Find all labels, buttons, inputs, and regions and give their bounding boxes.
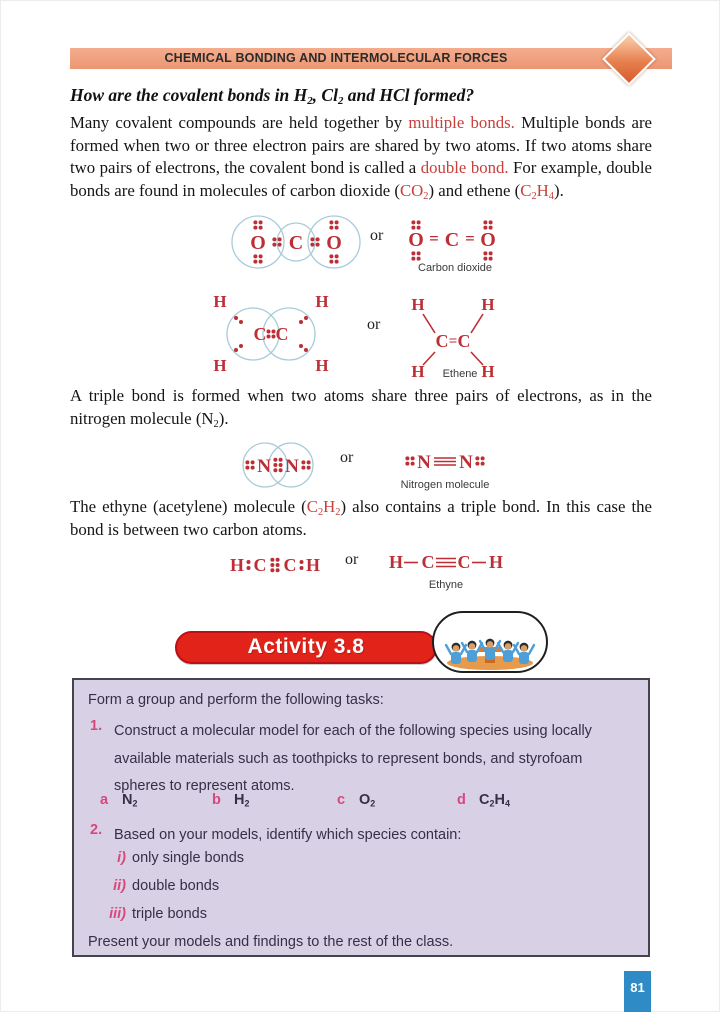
atom-C: C [253, 555, 267, 575]
caption-carbon-dioxide: Carbon dioxide [418, 262, 492, 274]
paragraph-triple-bond: A triple bond is formed when two atoms share three pairs of electrons, as in the nitrogen molecule $(N_2)$. [70, 386, 652, 430]
item-number: 1. [90, 718, 103, 734]
atom-O: O [408, 229, 424, 251]
subitem-text: only single bonds [132, 850, 245, 866]
nitrogen-structural-formula [390, 438, 500, 492]
atom-H: H [481, 295, 495, 314]
activity-banner-label: Activity 3.8 [247, 635, 365, 658]
caption-ethene: Ethene [442, 368, 478, 380]
students-cartoon [434, 613, 546, 671]
atom-C: C [457, 552, 471, 572]
atom-N: N [285, 456, 299, 477]
ethene-lewis-circles-diagram [196, 291, 346, 377]
species-formula: $O_2$ [359, 792, 376, 809]
atom-C: C [444, 229, 460, 251]
or-label: or [345, 551, 359, 568]
atom-N: N [417, 452, 431, 473]
subitem-marker: i) [117, 850, 126, 866]
caption-ethyne: Ethyne [428, 579, 464, 591]
atom-N: N [459, 452, 473, 473]
subitem-marker: ii) [113, 878, 126, 894]
caption-nitrogen-molecule: Nitrogen molecule [400, 479, 490, 491]
subitem-text: double bonds [132, 878, 220, 894]
atom-C: C [435, 331, 449, 351]
atom-C: C [288, 232, 304, 254]
atom-H: H [213, 356, 227, 375]
or-label: or [370, 227, 384, 244]
atom-N: N [257, 456, 271, 477]
subitem-text: triple bonds [132, 906, 207, 922]
species-row [74, 792, 648, 818]
subitem-marker: iii) [109, 906, 126, 922]
double-bond-sign: = [429, 229, 439, 248]
double-bond-sign: = [465, 229, 475, 248]
item-text: Based on your models, identify which species contain: [114, 827, 462, 843]
species-letter: b [212, 792, 221, 808]
chapter-title: CHEMICAL BONDING AND INTERMOLECULAR FORCES [164, 51, 508, 65]
atom-O: O [250, 232, 266, 254]
paragraph-ethyne: The ethyne (acetylene) molecule $(C_2H_2)$ also contains a triple bond. In this case the bond is between two carbon atoms. [70, 497, 652, 539]
atom-H: H [388, 552, 404, 572]
item-text: Construct a molecular model for each of the following species using locally available materials such as toothpicks to represent bonds, and styrofoam spheres to represent atoms. [114, 723, 592, 794]
atom-C: C [457, 331, 471, 351]
species-letter: a [100, 792, 109, 808]
or-label: or [340, 449, 354, 466]
ethyne-structural-formula [384, 548, 509, 592]
atom-H: H [305, 555, 321, 575]
co2-lewis-circles-diagram [226, 212, 366, 272]
atom-H: H [229, 555, 245, 575]
species-letter: d [457, 792, 466, 808]
atom-O: O [480, 229, 496, 251]
diamond-ornament-icon [602, 32, 656, 86]
species-formula: $H_2$ [234, 792, 250, 809]
atom-H: H [488, 552, 504, 572]
atom-H: H [315, 292, 329, 311]
atom-C: C [421, 552, 435, 572]
chapter-header-banner [70, 48, 672, 69]
atom-H: H [411, 295, 425, 314]
activity-illustration [432, 611, 548, 673]
activity-item-1 [90, 718, 636, 801]
atom-H: H [213, 292, 227, 311]
atom-C: C [253, 324, 267, 344]
ethyne-lewis-diagram [228, 549, 328, 579]
double-bond-sign: = [448, 333, 458, 350]
page-number-badge: 81 [624, 971, 651, 1012]
or-label: or [367, 316, 381, 333]
atom-O: O [326, 232, 342, 254]
atom-C: C [283, 555, 297, 575]
activity-closing: Present your models and findings to the rest of the class. [88, 934, 454, 950]
atom-H: H [315, 356, 329, 375]
species-formula: $N_2$ [122, 792, 138, 809]
nitrogen-lewis-circles-diagram [228, 437, 328, 493]
paragraph-multiple-bonds: Many covalent compounds are held together by multiple bonds. Multiple bonds are formed when two or three electron pairs are shared by two atoms. If two atoms share two pairs of electrons, the covalent bond is called a double bond. For example, double bonds are found in molecules of carbon dioxide $(CO_2)$ and ethene $(C_2H_4)$. [70, 113, 652, 202]
species-letter: c [337, 792, 346, 808]
species-formula: $C_2H_4$ [479, 792, 510, 809]
activity-banner [175, 631, 437, 664]
item-number: 2. [90, 822, 103, 838]
activity-item-2 [90, 822, 636, 850]
atom-H: H [411, 362, 425, 381]
section-heading: How are the covalent bonds in $H_2$, $Cl_2$ and HCl formed? [70, 85, 475, 108]
activity-intro: Form a group and perform the following tasks: [88, 692, 384, 708]
atom-H: H [481, 362, 495, 381]
atom-C: C [275, 324, 289, 344]
co2-structural-formula [398, 212, 518, 274]
activity-box [72, 678, 650, 957]
